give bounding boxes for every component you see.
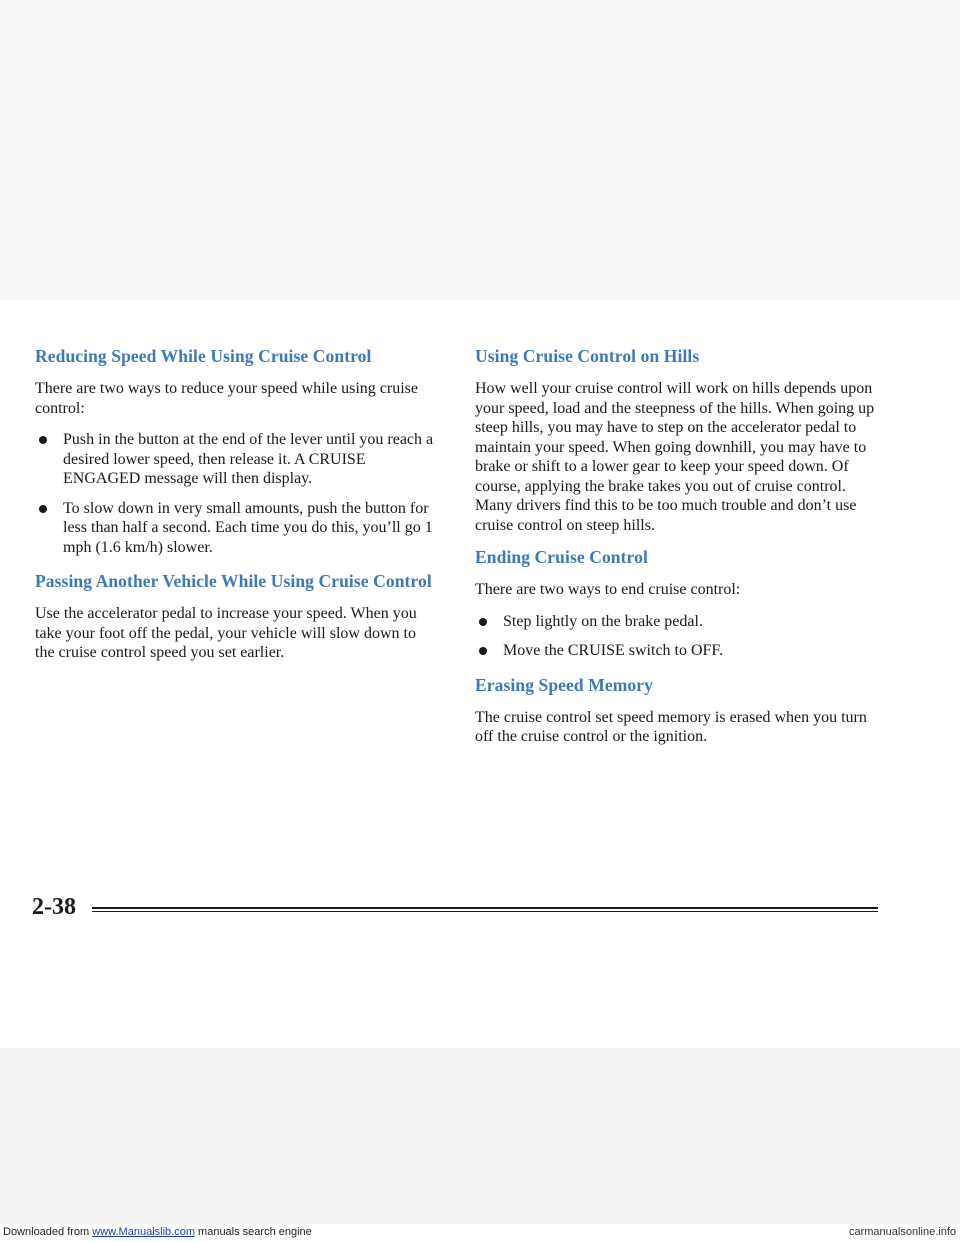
right-column [475, 346, 885, 759]
erasing-memory-body: The cruise control set speed memory is erased when you turn off the cruise control or the ignition. [475, 708, 867, 745]
heading-ending-cruise: Ending Cruise Control [475, 547, 648, 567]
list-item-text: To slow down in very small amounts, push the button for less than half a second. Each time you do this, you’ll go 1 mph (1.6 km/h) slower. [63, 499, 433, 556]
reducing-speed-list [35, 430, 435, 557]
footer-source [3, 1226, 312, 1238]
manualslib-link[interactable]: www.Manualslib.com [92, 1226, 195, 1238]
footer-rule-thin [92, 911, 878, 912]
ending-cruise-intro: There are two ways to end cruise control: [475, 581, 741, 598]
reducing-speed-intro: There are two ways to reduce your speed while using cruise control: [35, 380, 418, 417]
footer-prefix: Downloaded from [3, 1226, 93, 1238]
passing-vehicle-body: Use the accelerator pedal to increase your speed. When you take your foot off the pedal, your vehicle will slow down to the cruise control speed you set earlier. [35, 605, 417, 661]
list-item [35, 430, 435, 489]
bullet-icon [479, 647, 487, 655]
footer-suffix: manuals search engine [194, 1226, 312, 1238]
ending-cruise-list [475, 612, 885, 661]
watermark-text: carmanualsonline.info [848, 1226, 956, 1238]
heading-passing-vehicle: Passing Another Vehicle While Using Cruise Control [35, 571, 432, 591]
heading-cruise-on-hills: Using Cruise Control on Hills [475, 346, 700, 366]
list-item-text: Step lightly on the brake pedal. [503, 612, 703, 630]
bullet-icon [39, 436, 47, 444]
list-item [475, 641, 885, 661]
list-item [35, 499, 435, 558]
cruise-on-hills-body: How well your cruise control will work on hills depends upon your speed, load and the steepness of the hills. When going up steep hills, you may have to step on the accelerator pedal to maintain your speed. When going downhill, you may have to brake or shift to a lower gear to keep your speed down. Of course, applying the brake takes you out of cruise control. Many drivers find this to be too much trouble and don’t use cruise control on steep hills. [475, 380, 875, 534]
bullet-icon [39, 505, 47, 513]
list-item-text: Push in the button at the end of the lever until you reach a desired lower speed, then release it. A CRUISE ENGAGED message will then display. [63, 431, 434, 487]
list-item-text: Move the CRUISE switch to OFF. [503, 642, 724, 659]
download-footer [0, 1224, 960, 1242]
page-number: 2-38 [32, 894, 76, 920]
page-top-margin [0, 0, 960, 300]
left-column [35, 346, 435, 675]
footer-rule [92, 907, 878, 909]
list-item [475, 612, 885, 632]
heading-reducing-speed: Reducing Speed While Using Cruise Control [35, 346, 372, 366]
bullet-icon [479, 618, 487, 626]
heading-erasing-memory: Erasing Speed Memory [475, 674, 653, 695]
